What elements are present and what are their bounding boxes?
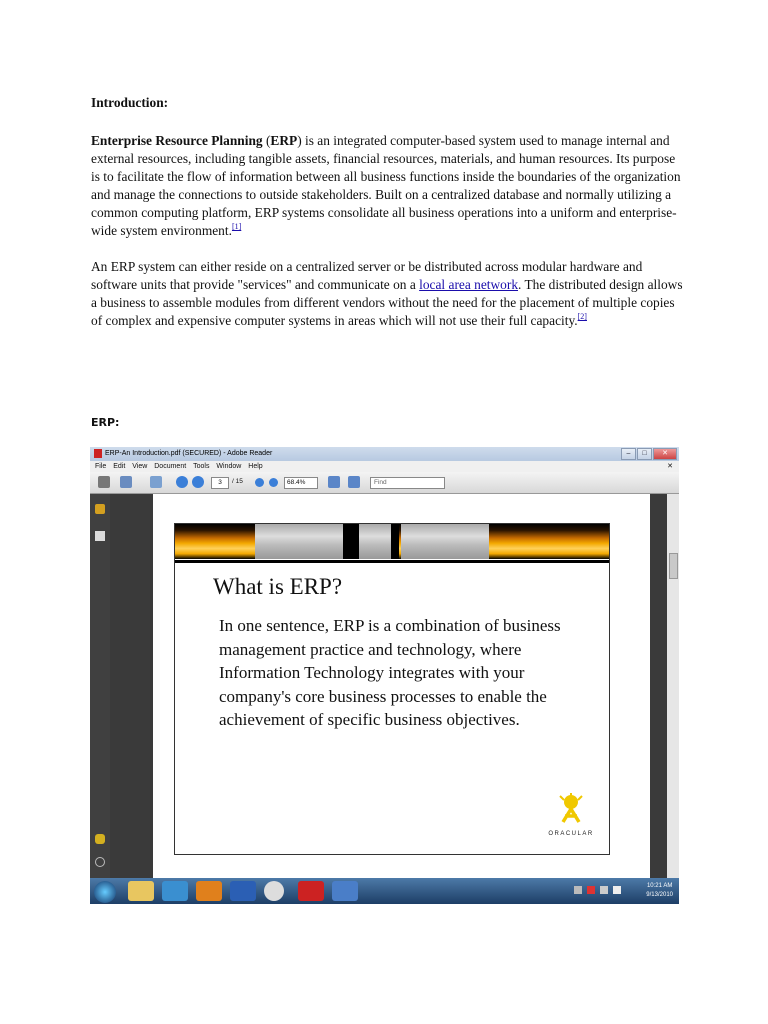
slide-header-band <box>175 524 609 559</box>
media-player-taskbar-icon[interactable] <box>196 881 222 901</box>
erp-definition-paragraph <box>91 132 683 240</box>
menu-bar <box>90 461 679 472</box>
vertical-scrollbar[interactable] <box>667 494 679 878</box>
menu-window[interactable]: Window <box>216 463 242 470</box>
erp-term: Enterprise Resource Planning <box>91 133 263 148</box>
band-grey-block <box>401 524 489 559</box>
close-window-button[interactable]: ✕ <box>653 448 677 460</box>
explorer-taskbar-icon[interactable] <box>128 881 154 901</box>
pdf-app-icon <box>94 449 102 458</box>
citation-1-link[interactable]: [1] <box>231 222 242 231</box>
band-grey-block <box>255 524 343 559</box>
collaborate-icon[interactable] <box>150 476 162 488</box>
erp-abbr: ERP <box>270 133 298 148</box>
menu-help[interactable]: Help <box>248 463 263 470</box>
scrollbar-thumb[interactable] <box>669 553 678 579</box>
local-area-network-link[interactable]: local area network <box>419 277 519 292</box>
slide-title: What is ERP? <box>213 574 343 599</box>
page-total: / 15 <box>232 478 243 485</box>
adobe-reader-taskbar-icon[interactable] <box>298 881 324 901</box>
oracular-logo <box>543 792 599 848</box>
definition-text: ) is an integrated computer-based system used to manage internal and external resources, including tangible assets, financial resources, materials, and human resources. Its purpose is to facilitate the flow of information between all business functions inside the boundaries of the organization and manage the connections to outside stakeholders. Built on a centralized database and normally utilizing a common computing platform, ERP systems consolidate all business operations into a uniform and enterprise-wide system environment. <box>91 133 681 238</box>
clock-date: 9/13/2010 <box>646 892 673 898</box>
clock-time: 10:21 AM <box>646 883 673 889</box>
maximize-button[interactable]: □ <box>637 448 652 460</box>
clock-app-taskbar-icon[interactable] <box>264 881 284 901</box>
document-body <box>91 94 683 348</box>
start-button[interactable] <box>94 881 116 903</box>
chart-app-taskbar-icon[interactable] <box>332 881 358 901</box>
window-titlebar <box>90 447 679 461</box>
find-input[interactable]: Find <box>370 477 445 489</box>
system-clock[interactable] <box>646 882 673 900</box>
logo-text: ORACULAR <box>548 831 594 837</box>
open-paren: ( <box>262 133 271 148</box>
network-icon[interactable] <box>600 886 608 894</box>
erp-architecture-paragraph <box>91 258 683 330</box>
minimize-button[interactable]: – <box>621 448 636 460</box>
menu-document[interactable]: Document <box>154 463 187 470</box>
menu-file[interactable]: File <box>95 463 107 470</box>
previous-page-icon[interactable] <box>176 476 188 488</box>
introduction-heading: Introduction: <box>91 95 169 110</box>
zoom-in-icon[interactable] <box>269 478 278 487</box>
menu-edit[interactable]: Edit <box>113 463 126 470</box>
full-screen-icon[interactable] <box>348 476 360 488</box>
erp-slide <box>174 523 610 855</box>
architecture-text-2: . The distributed design allows a business to assemble modules from different vendors without the need for the placement of multiple copies of complex and expensive computer systems in areas which will not use their full capacity. <box>91 277 683 328</box>
oracular-logo-icon <box>556 792 586 826</box>
window-title: ERP-An Introduction.pdf (SECURED) - Adobe Reader <box>105 450 273 457</box>
attachment-icon[interactable] <box>95 857 105 867</box>
adobe-reader-screenshot <box>90 447 679 904</box>
pdf-page <box>153 494 650 878</box>
zoom-select[interactable]: 68.4% <box>284 477 318 489</box>
next-page-icon[interactable] <box>192 476 204 488</box>
menu-tools[interactable]: Tools <box>193 463 210 470</box>
menu-view[interactable]: View <box>132 463 148 470</box>
page-number-input[interactable]: 3 <box>211 477 229 489</box>
architecture-text-1: An ERP system can either reside on a centralized server or be distributed across modular hardware and software units that provide "services" and communicate on a <box>91 259 643 292</box>
document-viewer <box>110 494 667 878</box>
tray-icon[interactable] <box>574 886 582 894</box>
word-taskbar-icon[interactable] <box>230 881 256 901</box>
band-grey-block <box>359 524 391 559</box>
volume-icon[interactable] <box>613 886 621 894</box>
close-document-icon[interactable]: ✕ <box>667 463 673 470</box>
slide-body: In one sentence, ERP is a combination of business management practice and technology, where Information Technology integrates with your company's core business processes to enable the achievement of specific business objectives. <box>219 616 561 729</box>
tray-icon[interactable] <box>587 886 595 894</box>
band-underline <box>175 560 609 563</box>
windows-taskbar <box>90 878 679 904</box>
pages-icon[interactable] <box>95 531 105 541</box>
erp-heading: ERP: <box>91 416 120 429</box>
internet-explorer-taskbar-icon[interactable] <box>162 881 188 901</box>
reader-toolbar <box>90 472 679 494</box>
navigation-sidebar <box>90 494 110 878</box>
email-icon[interactable] <box>120 476 132 488</box>
lock-icon[interactable] <box>95 504 105 514</box>
band-black-block <box>343 524 359 559</box>
band-black-block <box>391 524 399 559</box>
fit-page-icon[interactable] <box>328 476 340 488</box>
zoom-out-icon[interactable] <box>255 478 264 487</box>
citation-2-link[interactable]: [2] <box>577 312 587 321</box>
print-icon[interactable] <box>98 476 110 488</box>
comments-icon[interactable] <box>95 834 105 844</box>
